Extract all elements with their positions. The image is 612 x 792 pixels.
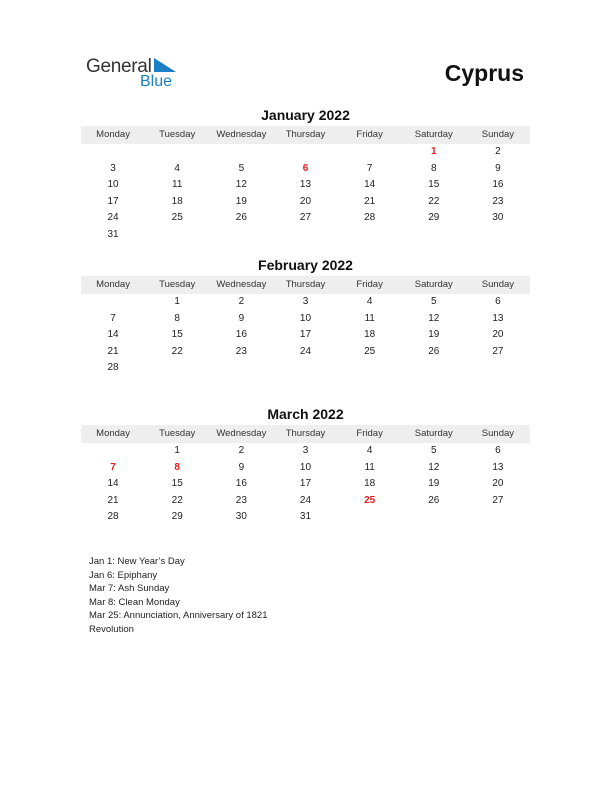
day-cell: 28 [107,362,119,374]
month-title: March 2022 [267,406,344,422]
day-cell [145,144,209,161]
day-cell [273,227,337,244]
day-cell [466,360,530,377]
country-title: Cyprus [444,60,524,86]
day-cell [338,144,402,161]
day-cell [145,360,209,377]
weekday-label: Thursday [285,279,326,290]
day-cell [402,509,466,526]
week-row [81,327,530,344]
day-cell: 15 [171,329,183,341]
weekday-label: Thursday [285,129,326,140]
day-cell [273,360,337,377]
day-cell: 3 [302,296,309,307]
logo-flag-icon [154,58,176,72]
day-cell: 18 [364,478,376,490]
week-row [81,476,530,493]
day-cell: 13 [492,461,504,473]
holiday-note: Mar 8: Clean Monday [89,596,180,608]
day-cell: 10 [107,179,119,191]
day-cell: 5 [238,162,245,174]
weekday-label: Sunday [481,428,515,439]
month-title: January 2022 [261,107,350,123]
day-cell: 8 [430,162,437,174]
weekday-label: Saturday [414,129,453,140]
weekday-label: Saturday [414,428,453,439]
week-row [81,493,530,510]
day-cell: 9 [495,162,501,174]
day-cell: 12 [428,461,440,473]
holiday-day-cell: 1 [430,146,437,157]
day-cell: 20 [299,195,312,207]
weekday-label: Tuesday [159,129,196,140]
week-row [81,460,530,477]
holiday-day-cell: 6 [302,162,309,174]
day-cell: 10 [299,312,312,324]
day-cell: 16 [492,179,504,191]
day-cell: 3 [302,445,309,456]
day-cell: 11 [364,312,375,324]
day-cell: 2 [238,445,245,456]
day-cell: 11 [172,179,183,191]
day-cell: 6 [495,445,501,456]
day-cell: 21 [107,345,119,357]
day-cell: 9 [238,312,245,324]
week-row [81,294,530,311]
weekday-label: Sunday [481,129,515,140]
holiday-day-cell: 7 [110,461,116,473]
day-cell: 20 [492,329,504,341]
day-cell: 2 [238,296,245,307]
month-february [81,256,530,377]
day-cell [145,227,209,244]
day-cell: 5 [430,296,437,307]
day-cell [81,294,145,311]
day-cell: 4 [174,162,180,174]
weekday-header [81,276,530,294]
month-title: February 2022 [258,257,353,273]
day-cell: 13 [492,312,504,324]
day-cell: 5 [430,445,437,456]
holiday-note: Jan 6: Epiphany [89,569,158,581]
day-cell [81,443,145,460]
holiday-note: Mar 7: Ash Sunday [89,583,170,595]
month-march [81,405,530,526]
day-cell: 20 [492,478,504,490]
logo [86,56,196,92]
holiday-day-cell: 8 [174,461,180,473]
day-cell: 29 [428,212,440,224]
day-cell: 30 [492,212,504,224]
day-cell: 22 [428,195,440,207]
weekday-label: Friday [356,279,383,290]
day-cell: 18 [171,195,183,207]
week-row [81,177,530,194]
day-cell: 4 [366,296,373,307]
day-cell: 14 [364,179,376,191]
day-cell: 28 [107,511,119,523]
day-cell: 8 [174,312,180,324]
day-cell: 15 [428,179,440,191]
day-cell [209,227,273,244]
day-cell: 17 [107,195,119,207]
day-cell: 26 [428,345,440,357]
weekday-label: Wednesday [216,279,267,290]
weekday-label: Monday [96,279,130,290]
day-cell: 15 [171,478,183,490]
day-cell: 6 [495,296,501,307]
day-cell: 12 [235,179,247,191]
day-cell: 16 [235,329,247,341]
weekday-label: Tuesday [159,279,196,290]
day-cell: 12 [428,312,440,324]
day-cell: 25 [364,345,376,357]
day-cell: 19 [428,478,440,490]
logo-text-blue: Blue [140,73,173,90]
day-cell [402,360,466,377]
weekday-label: Wednesday [216,129,267,140]
day-cell: 19 [235,195,247,207]
month-january [81,106,530,244]
day-cell: 26 [428,494,440,506]
weekday-header [81,425,530,443]
day-cell: 1 [174,296,180,307]
day-cell: 14 [107,478,119,490]
weekday-header [81,126,530,144]
day-cell: 27 [492,494,504,506]
day-cell: 21 [107,494,119,506]
logo-text-general: General [86,56,152,77]
day-cell: 11 [364,461,375,473]
day-cell: 24 [107,212,119,224]
holiday-notes [89,555,309,637]
holiday-day-cell: 25 [364,494,376,506]
day-cell: 31 [299,511,312,523]
day-cell: 26 [235,212,247,224]
week-row [81,194,530,211]
day-cell [338,227,402,244]
day-cell: 31 [107,228,119,240]
week-row [81,210,530,227]
weekday-label: Wednesday [216,428,267,439]
week-row [81,161,530,178]
day-cell: 18 [364,329,376,341]
day-cell [402,227,466,244]
weekday-label: Friday [356,129,383,140]
day-cell: 22 [171,494,183,506]
day-cell: 7 [366,162,373,174]
week-row [81,311,530,328]
day-cell: 28 [364,212,376,224]
day-cell: 25 [171,212,183,224]
weekday-label: Friday [356,428,383,439]
day-cell: 2 [495,146,501,157]
day-cell [81,144,145,161]
day-cell: 23 [235,345,247,357]
day-cell: 4 [366,445,373,456]
day-cell: 19 [428,329,440,341]
day-cell: 10 [299,461,312,473]
day-cell: 9 [238,461,245,473]
day-cell: 7 [110,312,116,324]
day-cell [466,509,530,526]
week-row [81,144,530,161]
day-cell: 21 [364,195,376,207]
weekday-label: Thursday [285,428,326,439]
day-cell: 22 [171,345,183,357]
day-cell [338,509,402,526]
day-cell: 17 [299,478,312,490]
day-cell: 3 [110,162,116,174]
weekday-label: Monday [96,428,130,439]
day-cell: 23 [235,494,247,506]
day-cell [209,144,273,161]
day-cell: 24 [299,494,312,506]
day-cell: 13 [299,179,312,191]
day-cell [338,360,402,377]
day-cell [273,144,337,161]
day-cell [209,360,273,377]
week-row [81,509,530,526]
week-row [81,344,530,361]
day-cell: 27 [299,212,312,224]
day-cell: 1 [174,445,180,456]
day-cell: 23 [492,195,504,207]
day-cell: 14 [107,329,119,341]
weekday-label: Saturday [414,279,453,290]
weekday-label: Tuesday [159,428,196,439]
holiday-note: Mar 25: Annunciation, Anniversary of 1821 Revolution [89,610,268,635]
week-row [81,227,530,244]
week-row [81,443,530,460]
day-cell [466,227,530,244]
day-cell: 30 [235,511,247,523]
day-cell: 29 [171,511,183,523]
weekday-label: Sunday [481,279,515,290]
day-cell: 24 [299,345,312,357]
week-row [81,360,530,377]
day-cell: 16 [235,478,247,490]
day-cell: 17 [299,329,312,341]
weekday-label: Monday [96,129,130,140]
holiday-note: Jan 1: New Year’s Day [89,556,185,567]
day-cell: 27 [492,345,504,357]
